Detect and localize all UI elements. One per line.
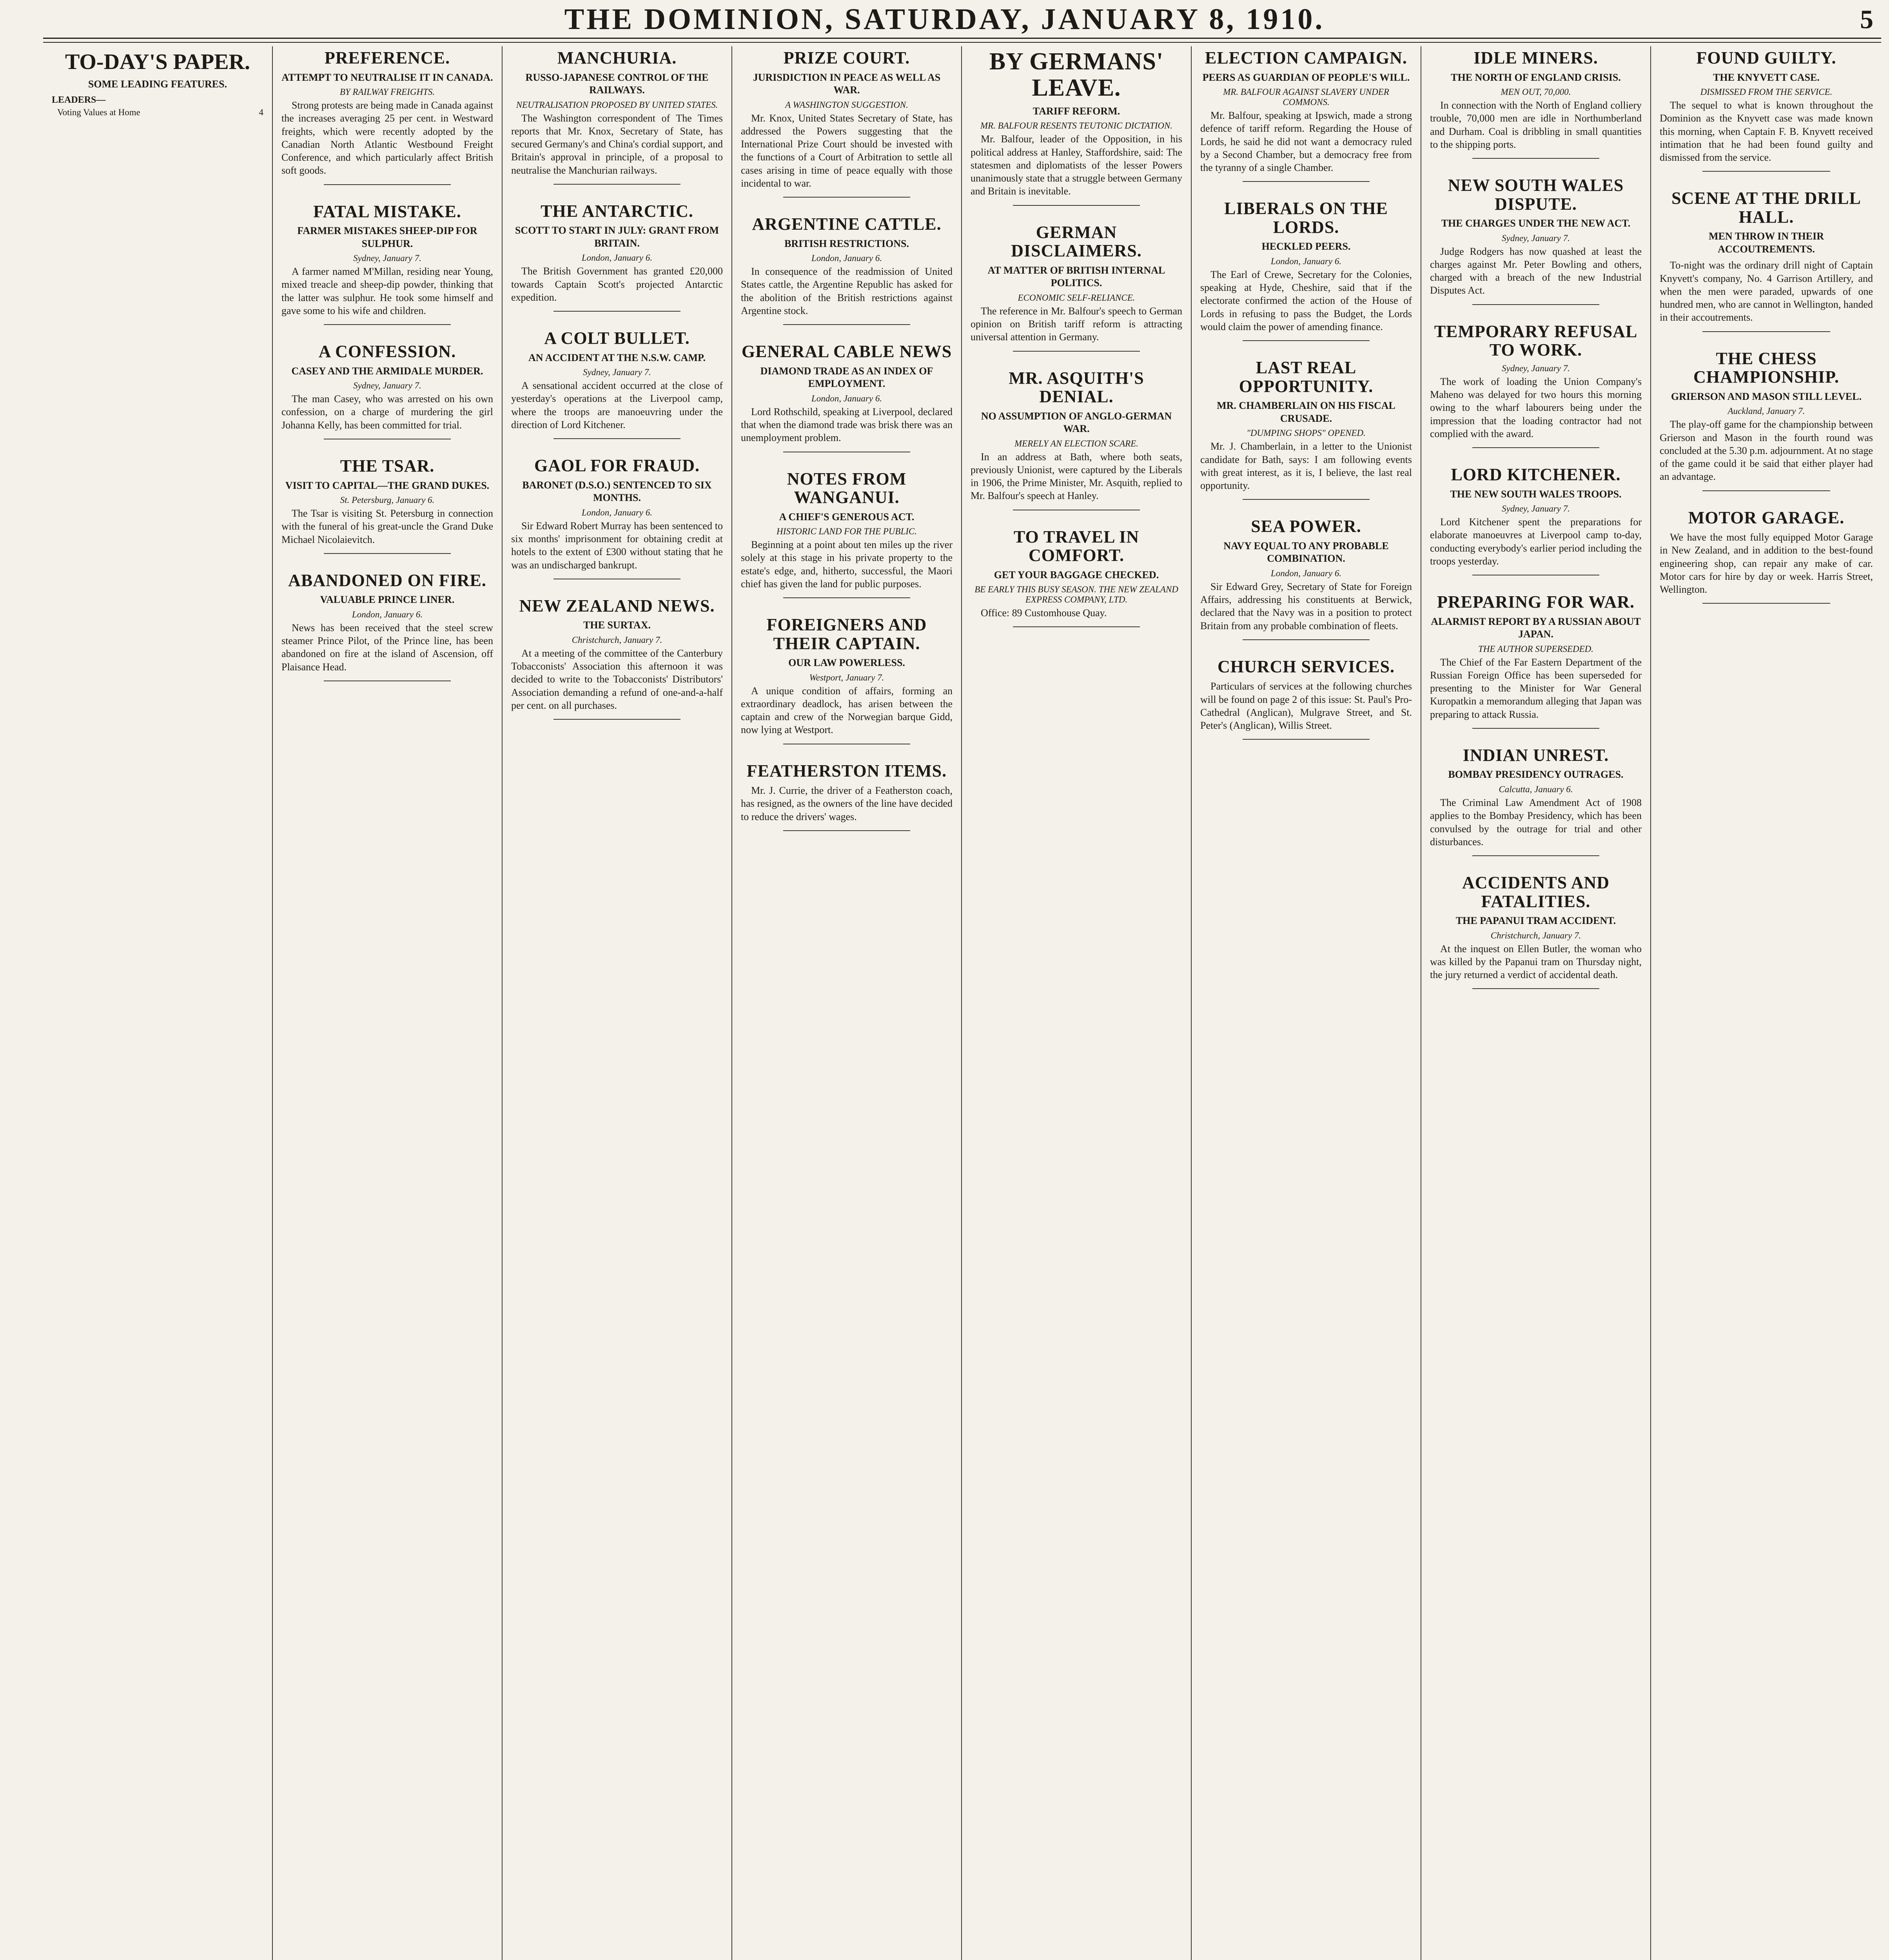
article [1660, 349, 1873, 491]
article-separator [324, 184, 451, 185]
article-body: Mr. Knox, United States Secretary of State, has addressed the Powers suggesting that the International Prize Court should be invested with the functions of a Court of Arbitration to settle all cases arising in time of peace equally with those incidental to war. [741, 112, 953, 189]
article-dateline: A WASHINGTON SUGGESTION. [785, 100, 908, 110]
article [971, 528, 1182, 628]
article-dateline: ECONOMIC SELF-RELIANCE. [1018, 292, 1135, 303]
article [1430, 322, 1642, 448]
article-subhead: BOMBAY PRESIDENCY OUTRAGES. [1448, 769, 1624, 780]
article [281, 49, 493, 185]
article-dateline: DISMISSED FROM THE SERVICE. [1700, 87, 1833, 97]
article-headline: LORD KITCHENER. [1451, 465, 1621, 485]
article-subhead: THE CHARGES UNDER THE NEW ACT. [1441, 218, 1631, 229]
article-separator [1243, 499, 1370, 500]
article-dateline: London, January 6. [1270, 568, 1342, 578]
article-separator [553, 719, 680, 720]
article-subhead: AT MATTER OF BRITISH INTERNAL POLITICS. [987, 264, 1165, 289]
article [511, 329, 723, 439]
article [1660, 49, 1873, 172]
article-dateline: Christchurch, January 7. [1490, 930, 1581, 940]
article-body: Mr. J. Chamberlain, in a letter to the Unionist candidate for Bath, says: I am following events with great interest, as it is, I believe, the last real opportunity. [1200, 441, 1412, 492]
article-dateline: Auckland, January 7. [1728, 406, 1805, 416]
article-body: Strong protests are being made in Canada against the increases averaging 25 per cent. in Westward freights, which were recently adopted by the Canadian North Atlantic Westbound Freight Conference, and which particularly affect British soft goods. [281, 100, 493, 176]
article-headline: MR. ASQUITH'S DENIAL. [1009, 368, 1144, 407]
article-separator [1702, 490, 1830, 491]
article-body: Particulars of services at the following churches will be found on page 2 of this issue: St. Paul's Pro-Cathedral (Anglican), Mulgrave Street, and St. Peter's (Anglican), Willis Street. [1200, 681, 1412, 731]
article-dateline: London, January 6. [352, 609, 423, 619]
article-subhead: MEN THROW IN THEIR ACCOUTREMENTS. [1708, 230, 1824, 255]
article-body: The Earl of Crewe, Secretary for the Colonies, speaking at Hyde, Cheshire, said that if the electorate confirmed the action of the House of Lords in refusing to pass the Budget, the Lords would claim the power of amending finance. [1200, 269, 1412, 332]
article-subhead: BARONET (D.S.O.) SENTENCED TO SIX MONTHS. [522, 479, 712, 504]
masthead [0, 0, 1889, 35]
article-dateline: MR. BALFOUR RESENTS TEUTONIC DICTATION. [980, 121, 1173, 131]
article-body: The Tsar is visiting St. Petersburg in connection with the funeral of his great-uncle the Grand Duke Michael Nicolaievitch. [281, 508, 493, 545]
column-7 [1421, 46, 1651, 1960]
article-body: News has been received that the steel screw steamer Prince Pilot, of the Prince line, has been abandoned on fire at the island of Ascension, off Plaisance Head. [281, 622, 493, 673]
article-body: A unique condition of affairs, forming an extraordinary deadlock, has arisen between the captain and crew of the Norwegian barque Gidd, now lying at Westport. [741, 685, 953, 736]
article [741, 49, 953, 198]
article-headline: A CONFESSION. [318, 342, 456, 361]
article-body: We have the most fully equipped Motor Garage in New Zealand, and in addition to the best-found engineering shop, can repair any make of car. Motor cars for hire by day or week. Harris Street, Wellington. [1660, 532, 1873, 595]
article-dateline: Sydney, January 7. [1502, 504, 1570, 514]
article-dateline: Sydney, January 7. [353, 253, 421, 263]
article-subhead: OUR LAW POWERLESS. [788, 657, 905, 669]
article-headline: SEA POWER. [1251, 517, 1361, 536]
column-4 [732, 46, 962, 1960]
article-body: Lord Rothschild, speaking at Liverpool, declared that when the diamond trade was brisk there was an unemployment problem. [741, 406, 953, 444]
article [511, 49, 723, 185]
article-dateline: BY RAILWAY FREIGHTS. [339, 87, 435, 97]
article-subhead: CASEY AND THE ARMIDALE MURDER. [291, 365, 483, 377]
article-subhead: FARMER MISTAKES SHEEP-DIP FOR SULPHUR. [297, 225, 477, 249]
article-subhead: DIAMOND TRADE AS AN INDEX OF EMPLOYMENT. [760, 365, 933, 390]
article-subhead: THE PAPANUI TRAM ACCIDENT. [1455, 915, 1616, 927]
article [971, 223, 1182, 352]
article-separator [1702, 171, 1830, 172]
article [1430, 873, 1642, 989]
article-separator [783, 197, 910, 198]
article-headline: ACCIDENTS AND FATALITIES. [1462, 873, 1610, 911]
article-headline: PREPARING FOR WAR. [1437, 592, 1635, 612]
article-dateline: London, January 6. [581, 253, 653, 263]
article [741, 342, 953, 452]
column-6 [1192, 46, 1421, 1960]
article-body: In an address at Bath, where both seats, previously Unionist, were captured by the Liberals in 1906, the Prime Minister, Mr. Asquith, replied to Mr. Balfour's speech at Hanley. [971, 451, 1182, 502]
article-body: In connection with the North of England colliery trouble, 70,000 men are idle in Northumberland and Durham. Coal is dribbling in small quantities to the shipping ports. [1430, 100, 1642, 150]
article-body: In consequence of the readmission of United States cattle, the Argentine Republic has asked for the abolition of the British restrictions against Argentine stock. [741, 266, 953, 316]
article-body: The reference in Mr. Balfour's speech to German opinion on British tariff reform is attracting universal attention in Germany. [971, 305, 1182, 343]
article [741, 762, 953, 831]
article-body: At the inquest on Ellen Butler, the woman who was killed by the Papanui tram on Thursday night, the jury returned a verdict of accidental death. [1430, 943, 1642, 981]
article-headline: ARGENTINE CATTLE. [752, 214, 942, 234]
article [971, 49, 1182, 206]
article-body: Beginning at a point about ten miles up the river solely at this stage in his private property to the estate's edge, and, hitherto, successful, the Maori chief has given the land for public purposes. [741, 539, 953, 590]
article-dateline: London, January 6. [811, 253, 882, 263]
article-headline: BY GERMANS' LEAVE. [989, 48, 1164, 101]
article-separator [1243, 340, 1370, 341]
article-headline: LAST REAL OPPORTUNITY. [1239, 358, 1374, 396]
article-subhead: BRITISH RESTRICTIONS. [784, 238, 909, 249]
article-dateline: St. Petersburg, January 6. [340, 495, 435, 505]
contents-subtitle: SOME LEADING FEATURES. [88, 78, 227, 90]
article-separator [1243, 639, 1370, 640]
article-dateline: London, January 6. [811, 393, 882, 403]
article-separator [1013, 626, 1140, 627]
article-body: Sir Edward Robert Murray has been sentenced to six months' imprisonment for obtaining credit at hotels to the extent of £300 without stating that he was an undischarged bankrupt. [511, 520, 723, 571]
article-headline: NOTES FROM WANGANUI. [787, 469, 907, 507]
table-of-contents [52, 95, 263, 1960]
article [511, 202, 723, 312]
toc-section-heading: LEADERS— [52, 95, 106, 105]
article-dateline: Calcutta, January 6. [1499, 784, 1573, 794]
article [1660, 508, 1873, 604]
article-separator [1472, 304, 1599, 305]
article-body: A sensational accident occurred at the close of yesterday's operations at the Liverpool camp, where the troops are manoeuvring under the direction of Lord Kitchener. [511, 380, 723, 430]
column-3 [503, 46, 732, 1960]
article-body: The Criminal Law Amendment Act of 1908 applies to the Bombay Presidency, which has been convulsed by the outrage for trial and other disturbances. [1430, 797, 1642, 848]
article-separator [553, 438, 680, 439]
article-separator [783, 830, 910, 831]
article-body: Judge Rodgers has now quashed at least the charges against Mr. Peter Bowling and others, charged with a breach of the new Industrial Disputes Act. [1430, 245, 1642, 296]
article [1200, 358, 1412, 500]
article-subhead: THE NORTH OF ENGLAND CRISIS. [1451, 71, 1621, 83]
article-headline: THE ANTARCTIC. [541, 201, 693, 221]
article-separator [1472, 728, 1599, 729]
article [741, 470, 953, 599]
toc-page: 4 [259, 107, 263, 117]
article-headline: THE CHESS CHAMPIONSHIP. [1693, 348, 1839, 387]
article [1200, 517, 1412, 640]
article-separator [324, 324, 451, 325]
article [1430, 746, 1642, 856]
article-subhead: VALUABLE PRINCE LINER. [320, 594, 455, 606]
article-body: Mr. J. Currie, the driver of a Featherston coach, has resigned, as the owners of the line have decided to reduce the drivers' wages. [741, 785, 953, 822]
article-separator [1702, 603, 1830, 604]
article-headline: LIBERALS ON THE LORDS. [1224, 199, 1388, 237]
article-dateline: MEN OUT, 70,000. [1501, 87, 1571, 97]
article-subhead: TARIFF REFORM. [1033, 105, 1120, 117]
article-subhead: SCOTT TO START IN JULY: GRANT FROM BRITAIN. [515, 225, 719, 249]
article-separator [1013, 351, 1140, 352]
article-separator [1013, 205, 1140, 206]
article-subhead: THE NEW SOUTH WALES TROOPS. [1450, 488, 1622, 500]
article-headline: FOUND GUILTY. [1696, 48, 1836, 67]
article-headline: GAOL FOR FRAUD. [534, 456, 700, 475]
article-subhead: GRIERSON AND MASON STILL LEVEL. [1671, 390, 1862, 402]
article-separator [324, 553, 451, 554]
article-separator [553, 311, 680, 312]
article [511, 456, 723, 579]
article-subhead: ALARMIST REPORT BY A RUSSIAN ABOUT JAPAN. [1431, 615, 1641, 640]
article-body: The British Government has granted £20,000 towards Captain Scott's projected Antarctic expedition. [511, 265, 723, 303]
article-subhead: VISIT TO CAPITAL—THE GRAND DUKES. [285, 479, 490, 491]
article-dateline: MR. BALFOUR AGAINST SLAVERY UNDER COMMONS. [1223, 87, 1389, 107]
article [1200, 49, 1412, 182]
article-headline: FOREIGNERS AND THEIR CAPTAIN. [766, 615, 927, 653]
toc-row [52, 106, 263, 1960]
article-body: The work of loading the Union Company's Maheno was delayed for two hours this morning owing to the wharf labourers being under the impression that the loading contractor had not complied with the award. [1430, 376, 1642, 439]
article-separator [1472, 158, 1599, 159]
article-body: Office: 89 Customhouse Quay. [981, 607, 1107, 619]
article-dateline: BE EARLY THIS BUSY SEASON. THE NEW ZEALAND EXPRESS COMPANY, LTD. [974, 584, 1178, 605]
article [281, 202, 493, 325]
article-headline: NEW ZEALAND NEWS. [519, 596, 715, 615]
page-number: 5 [1860, 4, 1873, 34]
article [971, 369, 1182, 510]
article-headline: MANCHURIA. [557, 48, 677, 67]
article-subhead: NAVY EQUAL TO ANY PROBABLE COMBINATION. [1223, 540, 1389, 564]
article-dateline: THE AUTHOR SUPERSEDED. [1478, 644, 1594, 654]
article-headline: GERMAN DISCLAIMERS. [1011, 222, 1142, 261]
article-body: The Chief of the Far Eastern Department of the Russian Foreign Office has been superseded for presenting to the Minister for War General Kuropatkin a memorandum alleging that Japan was preparing to attack Russia. [1430, 656, 1642, 720]
column-2 [273, 46, 503, 1960]
article-subhead: A CHIEF'S GENEROUS ACT. [779, 511, 915, 523]
article-body: The Washington correspondent of The Times reports that Mr. Knox, Secretary of State, has secured Germany's and China's cordial support, and Britain's approval in principle, of a proposal to neutralise the Manchurian railways. [511, 112, 723, 176]
article-body: Lord Kitchener spent the preparations for elaborate manoeuvres at Liverpool camp to-day, conducting everybody's earlier period including the troops yesterday. [1430, 516, 1642, 567]
article-separator [1243, 739, 1370, 740]
article [741, 615, 953, 744]
column-8 [1651, 46, 1882, 1960]
article-dateline: MERELY AN ELECTION SCARE. [1014, 438, 1139, 448]
article [741, 215, 953, 325]
article-separator [553, 184, 680, 185]
article [1660, 189, 1873, 332]
article-subhead: ATTEMPT TO NEUTRALISE IT IN CANADA. [281, 71, 493, 83]
masthead-title: THE DOMINION, SATURDAY, JANUARY 8, 1910. [564, 3, 1325, 36]
article-subhead: HECKLED PEERS. [1261, 241, 1351, 252]
article-headline: PREFERENCE. [324, 48, 450, 67]
article-headline: A COLT BULLET. [544, 328, 690, 348]
article-headline: GENERAL CABLE NEWS [741, 342, 952, 361]
article-dateline: Westport, January 7. [809, 672, 884, 682]
article-headline: TO TRAVEL IN COMFORT. [1013, 527, 1140, 565]
article-separator [1243, 181, 1370, 182]
article-headline: ELECTION CAMPAIGN. [1205, 48, 1407, 67]
article-subhead: GET YOUR BAGGAGE CHECKED. [994, 569, 1159, 581]
article-separator [1702, 331, 1830, 332]
article-body: Mr. Balfour, leader of the Opposition, in his political address at Hanley, Staffordshire, said: The statesmen and diplomatists of the lesser Powers unanimously state that a struggle between Germany and Britain is inevitable. [971, 133, 1182, 197]
article-headline: NEW SOUTH WALES DISPUTE. [1448, 176, 1624, 214]
article-headline: FEATHERSTON ITEMS. [746, 761, 947, 780]
article-dateline: London, January 6. [581, 507, 653, 517]
article-headline: PRIZE COURT. [783, 48, 910, 67]
article-dateline: Sydney, January 7. [1502, 363, 1570, 373]
article-body: The man Casey, who was arrested on his own confession, on a charge of murdering the girl Johanna Kelly, has been committed for trial. [281, 393, 493, 431]
article-dateline: Sydney, January 7. [353, 381, 421, 391]
article-dateline: "DUMPING SHOPS" OPENED. [1247, 428, 1366, 438]
article-subhead: JURISDICTION IN PEACE AS WELL AS WAR. [753, 71, 941, 96]
article-body: Mr. Balfour, speaking at Ipswich, made a strong defence of tariff reform. Regarding the House of Lords, he said he did not want a democracy ruled by a Second Chamber, but a democracy free from the tyranny of a single Chamber. [1200, 110, 1412, 174]
article [1430, 176, 1642, 305]
article-subhead: RUSSO-JAPANESE CONTROL OF THE RAILWAYS. [525, 71, 709, 96]
article-dateline: Sydney, January 7. [1502, 233, 1570, 243]
article-separator [1472, 447, 1599, 448]
article [1430, 593, 1642, 729]
article-headline: CHURCH SERVICES. [1217, 657, 1395, 676]
article-body: The play-off game for the championship between Grierson and Mason in the fourth round was concluded at the 5.30 p.m. adjournment. At no stage of the game could it be said that either player had an advantage. [1660, 419, 1873, 483]
article-headline: ABANDONED ON FIRE. [288, 570, 486, 590]
article-subhead: MR. CHAMBERLAIN ON HIS FISCAL CRUSADE. [1217, 400, 1395, 424]
masthead-rule [43, 38, 1881, 43]
article-dateline: Christchurch, January 7. [572, 635, 662, 645]
article-subhead: THE SURTAX. [583, 619, 651, 631]
article [281, 342, 493, 439]
article [281, 457, 493, 554]
article-body: To-night was the ordinary drill night of Captain Knyvett's company, No. 4 Garrison Artillery, and when the men were paraded, upwards of one hundred men, who are cannot in Wellington, handed in their accoutrements. [1660, 260, 1873, 323]
article-headline: FATAL MISTAKE. [313, 201, 461, 221]
article-dateline: NEUTRALISATION PROPOSED BY UNITED STATES. [516, 100, 718, 110]
contents-title: TO-DAY'S PAPER. [65, 50, 250, 74]
article [1200, 199, 1412, 341]
article [1430, 49, 1642, 159]
article-body: Sir Edward Grey, Secretary of State for Foreign Affairs, addressing his constituents at Berwick, declared that the Navy was in a position to protect Britain from any probable combination of fleets. [1200, 581, 1412, 632]
article-dateline: London, January 6. [1270, 256, 1342, 266]
article-headline: INDIAN UNREST. [1463, 745, 1609, 765]
article-body: At a meeting of the committee of the Canterbury Tobacconists' Association this afternoon it was decided to write to the Tobacconists' Distributors' Association demanding a refund of one-and-a-half per cent. on all purchases. [511, 647, 723, 711]
article-headline: SCENE AT THE DRILL HALL. [1671, 189, 1861, 227]
article-headline: MOTOR GARAGE. [1688, 508, 1845, 527]
article-subhead: AN ACCIDENT AT THE N.S.W. CAMP. [528, 352, 706, 363]
article-subhead: NO ASSUMPTION OF ANGLO-GERMAN WAR. [981, 410, 1172, 435]
column-1 [43, 46, 273, 1960]
article-subhead: PEERS AS GUARDIAN OF PEOPLE'S WILL. [1202, 71, 1410, 83]
toc-label: Voting Values at Home [57, 107, 140, 117]
article [281, 571, 493, 681]
article-dateline: Sydney, January 7. [583, 367, 651, 377]
column-5 [962, 46, 1192, 1960]
article-separator [1472, 988, 1599, 989]
article [1430, 465, 1642, 575]
article-dateline: HISTORIC LAND FOR THE PUBLIC. [776, 526, 917, 537]
article-body: A farmer named M'Millan, residing near Young, mixed treacle and sheep-dip powder, thinking that the latter was sulphur. He took some himself and gave some to his wife and children. [281, 266, 493, 316]
article-headline: THE TSAR. [340, 456, 435, 475]
article [511, 597, 723, 720]
article-separator [783, 597, 910, 598]
columns [43, 46, 1882, 1960]
article-separator [1472, 855, 1599, 856]
article-headline: IDLE MINERS. [1473, 48, 1598, 67]
article-subhead: THE KNYVETT CASE. [1713, 71, 1820, 83]
article-body: The sequel to what is known throughout the Dominion as the Knyvett case was made known this morning, when Captain F. B. Knyvett received intimation that he had been found guilty and dismissed from the service. [1660, 100, 1873, 163]
article-separator [783, 324, 910, 325]
article-headline: TEMPORARY REFUSAL TO WORK. [1434, 321, 1638, 360]
article [1200, 657, 1412, 740]
